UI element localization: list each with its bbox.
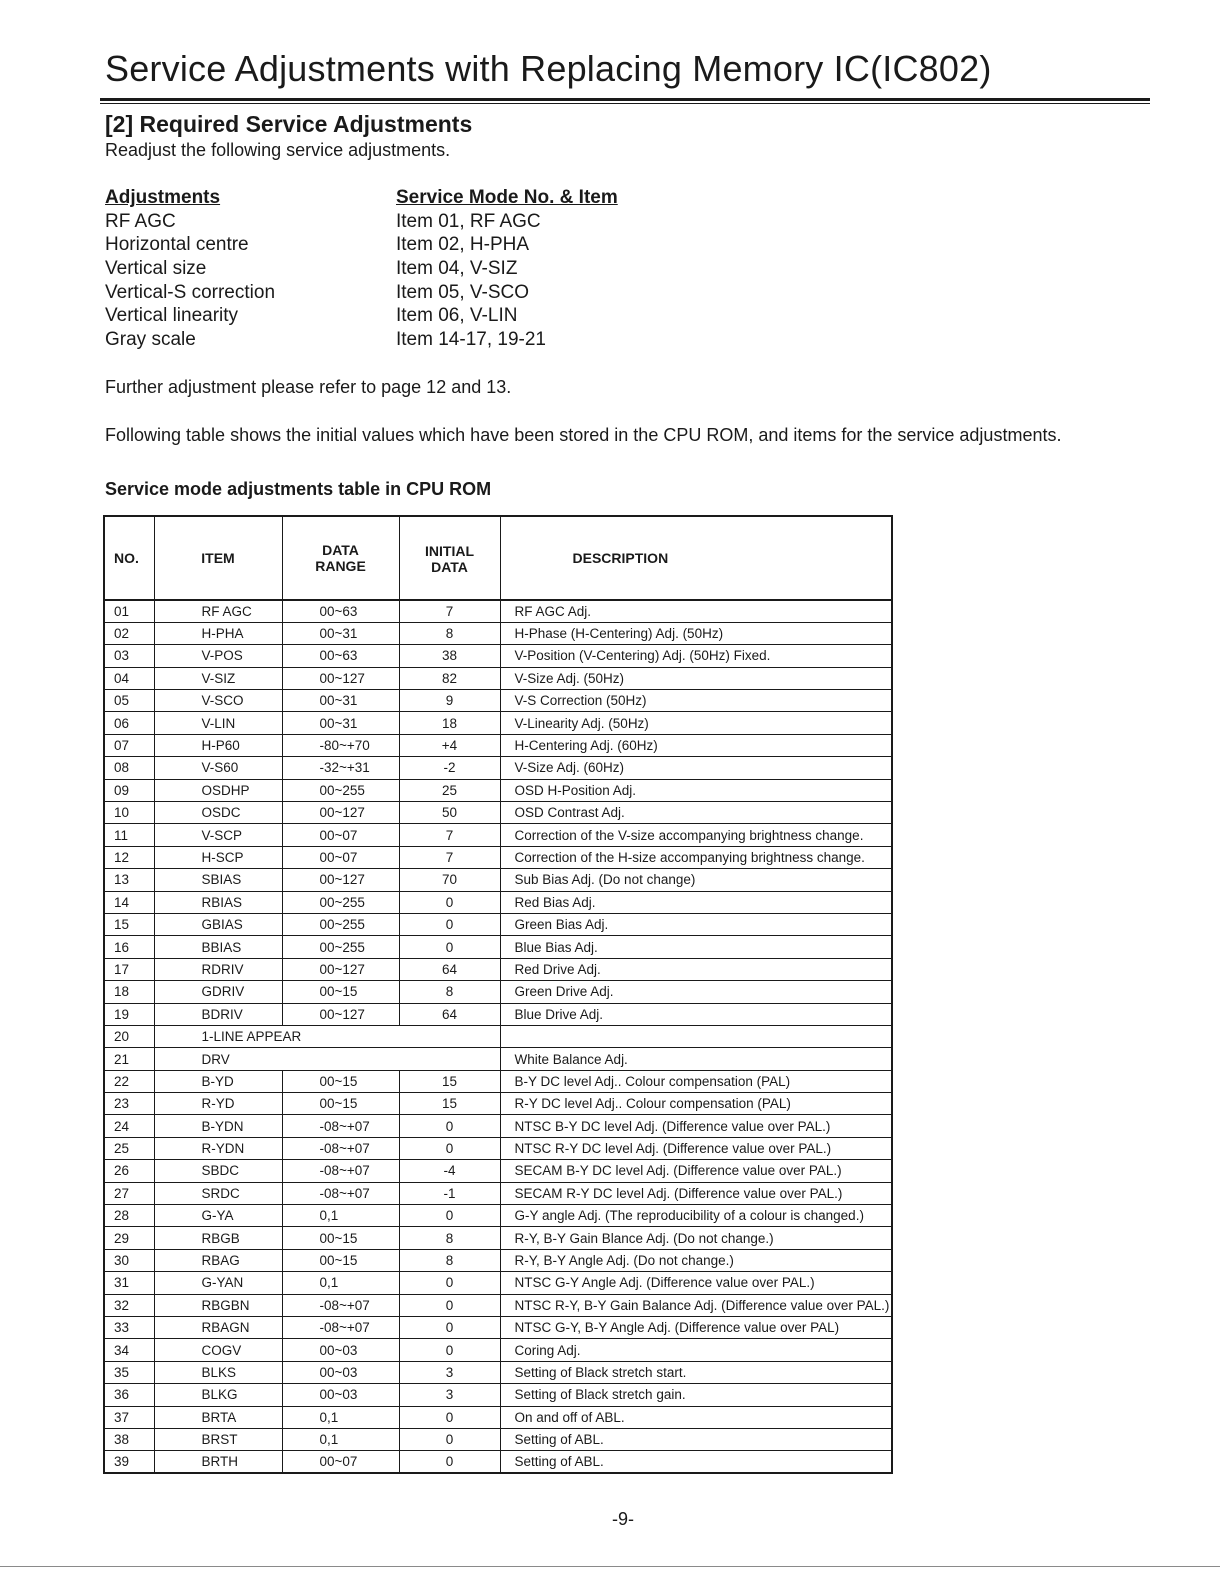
cell-no: 31 — [104, 1272, 154, 1294]
cell-data-range: 00~07 — [282, 1451, 399, 1473]
table-row — [104, 1003, 892, 1025]
header-description: DESCRIPTION — [500, 516, 892, 600]
cell-data-range: 00~255 — [282, 913, 399, 935]
cell-no: 28 — [104, 1205, 154, 1227]
cell-initial-data: 7 — [399, 600, 500, 622]
header-range-line2: RANGE — [315, 558, 366, 574]
cell-item: V-S60 — [154, 757, 282, 779]
cell-data-range: -08~+07 — [282, 1160, 399, 1182]
cell-description: Red Drive Adj. — [500, 958, 892, 980]
table-row — [104, 1115, 892, 1137]
cell-item: GDRIV — [154, 981, 282, 1003]
adjustment-service-item: Item 04, V-SIZ — [396, 258, 518, 280]
cell-item: R-YD — [154, 1093, 282, 1115]
cell-item: RBAGN — [154, 1317, 282, 1339]
adjustment-name: Vertical size — [105, 258, 207, 280]
cell-item: B-YD — [154, 1070, 282, 1092]
cell-data-range: 0,1 — [282, 1428, 399, 1450]
cell-data-range: 00~127 — [282, 667, 399, 689]
cell-initial-data: 7 — [399, 824, 500, 846]
cell-no: 30 — [104, 1249, 154, 1271]
table-row — [104, 690, 892, 712]
table-row — [104, 1317, 892, 1339]
cell-initial-data: 8 — [399, 622, 500, 644]
cell-initial-data: 0 — [399, 1339, 500, 1361]
cell-no: 24 — [104, 1115, 154, 1137]
cell-item: V-LIN — [154, 712, 282, 734]
cell-data-range: 00~31 — [282, 622, 399, 644]
cell-initial-data: 50 — [399, 802, 500, 824]
cell-data-range: 00~255 — [282, 891, 399, 913]
table-row — [104, 1428, 892, 1450]
cell-item: H-P60 — [154, 734, 282, 756]
table-row — [104, 1025, 892, 1047]
table-row — [104, 824, 892, 846]
cell-item: V-SCP — [154, 824, 282, 846]
page-number: -9- — [612, 1509, 634, 1529]
cell-no: 34 — [104, 1339, 154, 1361]
table-row — [104, 1272, 892, 1294]
adjustment-service-item: Item 06, V-LIN — [396, 305, 518, 327]
cell-no: 20 — [104, 1025, 154, 1047]
cell-data-range: 00~15 — [282, 1227, 399, 1249]
cell-initial-data: 0 — [399, 1451, 500, 1473]
cell-initial-data: 7 — [399, 846, 500, 868]
cell-no: 01 — [104, 600, 154, 622]
header-data-range — [282, 516, 399, 600]
cell-data-range: 00~07 — [282, 846, 399, 868]
cell-item: GBIAS — [154, 913, 282, 935]
cell-description: Setting of Black stretch gain. — [500, 1384, 892, 1406]
cell-no: 33 — [104, 1317, 154, 1339]
cell-data-range: 00~127 — [282, 958, 399, 980]
cell-data-range: 0,1 — [282, 1406, 399, 1428]
header-no: NO. — [104, 516, 154, 600]
header-initial-line2: DATA — [431, 559, 468, 575]
cell-initial-data: 15 — [399, 1093, 500, 1115]
cell-no: 06 — [104, 712, 154, 734]
cell-item: BRST — [154, 1428, 282, 1450]
cell-item: OSDHP — [154, 779, 282, 801]
adjustments-header-row — [105, 186, 725, 210]
cell-no: 23 — [104, 1093, 154, 1115]
cell-data-range: 00~31 — [282, 690, 399, 712]
cell-description: H-Phase (H-Centering) Adj. (50Hz) — [500, 622, 892, 644]
cell-description: Blue Drive Adj. — [500, 1003, 892, 1025]
adjustment-row — [105, 257, 725, 281]
table-row — [104, 1205, 892, 1227]
cell-description: V-Size Adj. (60Hz) — [500, 757, 892, 779]
cell-description: G-Y angle Adj. (The reproducibility of a colour is changed.) — [500, 1205, 892, 1227]
cell-data-range: 00~03 — [282, 1361, 399, 1383]
table-caption: Service mode adjustments table in CPU ROM — [105, 479, 492, 499]
cell-no: 16 — [104, 936, 154, 958]
cell-no: 36 — [104, 1384, 154, 1406]
cell-data-range: 00~15 — [282, 1093, 399, 1115]
table-row — [104, 1227, 892, 1249]
cell-description: R-Y, B-Y Angle Adj. (Do not change.) — [500, 1249, 892, 1271]
cell-description: Green Bias Adj. — [500, 913, 892, 935]
table-row — [104, 891, 892, 913]
cell-data-range: 00~15 — [282, 1070, 399, 1092]
cell-initial-data: -2 — [399, 757, 500, 779]
cell-description: Blue Bias Adj. — [500, 936, 892, 958]
cell-initial-data: 0 — [399, 1272, 500, 1294]
table-row — [104, 869, 892, 891]
adjustment-service-item: Item 02, H-PHA — [396, 234, 530, 256]
cell-item: V-SIZ — [154, 667, 282, 689]
cell-data-range: -32~+31 — [282, 757, 399, 779]
cell-initial-data: 3 — [399, 1361, 500, 1383]
adjustment-name: Vertical linearity — [105, 305, 239, 327]
cell-no: 29 — [104, 1227, 154, 1249]
cell-initial-data: -4 — [399, 1160, 500, 1182]
cell-initial-data: 0 — [399, 1428, 500, 1450]
cell-initial-data: 0 — [399, 1115, 500, 1137]
cell-item: G-YA — [154, 1205, 282, 1227]
cell-item: B-YDN — [154, 1115, 282, 1137]
cell-description: SECAM R-Y DC level Adj. (Difference value over PAL.) — [500, 1182, 892, 1204]
header-initial-line1: INITIAL — [425, 543, 474, 559]
further-note: Further adjustment please refer to page 12 and 13. — [105, 377, 512, 397]
table-row — [104, 936, 892, 958]
cell-no: 35 — [104, 1361, 154, 1383]
cell-description: RF AGC Adj. — [500, 600, 892, 622]
cell-initial-data: 0 — [399, 1317, 500, 1339]
cell-initial-data: 82 — [399, 667, 500, 689]
cell-item: RF AGC — [154, 600, 282, 622]
service-mode-table — [103, 515, 893, 1474]
adjustment-row — [105, 328, 725, 352]
cell-item: RBAG — [154, 1249, 282, 1271]
adjustment-name: RF AGC — [105, 210, 176, 232]
cell-no: 03 — [104, 645, 154, 667]
bottom-rule — [0, 1566, 1220, 1567]
table-row — [104, 1070, 892, 1092]
cell-no: 37 — [104, 1406, 154, 1428]
table-row — [104, 1137, 892, 1159]
cell-initial-data: 8 — [399, 1249, 500, 1271]
cell-data-range: -80~+70 — [282, 734, 399, 756]
cell-data-range: 00~15 — [282, 981, 399, 1003]
table-row — [104, 958, 892, 980]
table-row — [104, 712, 892, 734]
cell-data-range: 00~63 — [282, 600, 399, 622]
cell-initial-data: 64 — [399, 1003, 500, 1025]
adjustments-list — [105, 186, 725, 352]
adjustment-row — [105, 233, 725, 257]
cell-description: Correction of the V-size accompanying brightness change. — [500, 824, 892, 846]
cell-no: 09 — [104, 779, 154, 801]
table-row — [104, 1093, 892, 1115]
cell-no: 32 — [104, 1294, 154, 1316]
cell-no: 18 — [104, 981, 154, 1003]
cell-initial-data: 8 — [399, 981, 500, 1003]
cell-description: B-Y DC level Adj.. Colour compensation (PAL) — [500, 1070, 892, 1092]
cell-description: V-Linearity Adj. (50Hz) — [500, 712, 892, 734]
cell-initial-data: 70 — [399, 869, 500, 891]
cell-data-range: 00~127 — [282, 802, 399, 824]
following-note: Following table shows the initial values which have been stored in the CPU ROM, and items for the service adjustments. — [105, 425, 1062, 445]
table-row — [104, 802, 892, 824]
cell-initial-data: 9 — [399, 690, 500, 712]
cell-no: 21 — [104, 1048, 154, 1070]
adjustment-row — [105, 281, 725, 305]
table-row — [104, 1451, 892, 1473]
cell-description: White Balance Adj. — [500, 1048, 892, 1070]
cell-initial-data: 0 — [399, 1294, 500, 1316]
title-rule — [100, 98, 1150, 101]
table-row — [104, 734, 892, 756]
intro-text: Readjust the following service adjustments. — [105, 140, 451, 160]
adjustment-row — [105, 210, 725, 234]
cell-item: RBGB — [154, 1227, 282, 1249]
adjustment-name: Horizontal centre — [105, 234, 249, 256]
cell-no: 14 — [104, 891, 154, 913]
cell-description: NTSC B-Y DC level Adj. (Difference value over PAL.) — [500, 1115, 892, 1137]
cell-item: BLKS — [154, 1361, 282, 1383]
adjustment-service-item: Item 05, V-SCO — [396, 281, 530, 303]
table-row — [104, 1294, 892, 1316]
table-row — [104, 1361, 892, 1383]
table-row — [104, 645, 892, 667]
table-row — [104, 600, 892, 622]
cell-initial-data: 8 — [399, 1227, 500, 1249]
cell-description: R-Y DC level Adj.. Colour compensation (PAL) — [500, 1093, 892, 1115]
table-row — [104, 757, 892, 779]
cell-no: 17 — [104, 958, 154, 980]
cell-initial-data: 0 — [399, 1137, 500, 1159]
cell-data-range: 0,1 — [282, 1272, 399, 1294]
cell-description: NTSC G-Y, B-Y Angle Adj. (Difference value over PAL) — [500, 1317, 892, 1339]
cell-data-range: 00~63 — [282, 645, 399, 667]
cell-no: 04 — [104, 667, 154, 689]
cell-description: Sub Bias Adj. (Do not change) — [500, 869, 892, 891]
cell-data-range: 00~255 — [282, 936, 399, 958]
cell-description: Setting of ABL. — [500, 1451, 892, 1473]
section-heading: [2] Required Service Adjustments — [105, 111, 473, 137]
cell-item: H-SCP — [154, 846, 282, 868]
table-row — [104, 1048, 892, 1070]
cell-description: Correction of the H-size accompanying brightness change. — [500, 846, 892, 868]
cell-data-range: 00~07 — [282, 824, 399, 846]
cell-description: R-Y, B-Y Gain Blance Adj. (Do not change.) — [500, 1227, 892, 1249]
cell-initial-data: +4 — [399, 734, 500, 756]
cell-initial-data: 0 — [399, 1205, 500, 1227]
cell-no: 13 — [104, 869, 154, 891]
cell-no: 08 — [104, 757, 154, 779]
cell-initial-data: 64 — [399, 958, 500, 980]
cell-data-range: -08~+07 — [282, 1137, 399, 1159]
cell-initial-data: 18 — [399, 712, 500, 734]
cell-no: 22 — [104, 1070, 154, 1092]
table-header-row — [104, 516, 892, 600]
cell-initial-data: 0 — [399, 936, 500, 958]
table-row — [104, 779, 892, 801]
cell-description: OSD H-Position Adj. — [500, 779, 892, 801]
table-row — [104, 1182, 892, 1204]
cell-data-range: -08~+07 — [282, 1294, 399, 1316]
cell-initial-data: 25 — [399, 779, 500, 801]
cell-data-range: -08~+07 — [282, 1182, 399, 1204]
cell-no: 27 — [104, 1182, 154, 1204]
cell-description: On and off of ABL. — [500, 1406, 892, 1428]
cell-description: SECAM B-Y DC level Adj. (Difference value over PAL.) — [500, 1160, 892, 1182]
cell-no: 25 — [104, 1137, 154, 1159]
cell-description: Red Bias Adj. — [500, 891, 892, 913]
cell-item: OSDC — [154, 802, 282, 824]
cell-no: 12 — [104, 846, 154, 868]
adjustment-name: Gray scale — [105, 329, 196, 351]
table-row — [104, 1384, 892, 1406]
cell-item: SBDC — [154, 1160, 282, 1182]
cell-initial-data: 0 — [399, 891, 500, 913]
cell-data-range: 00~255 — [282, 779, 399, 801]
cell-item: BBIAS — [154, 936, 282, 958]
table-row — [104, 1339, 892, 1361]
cell-item: G-YAN — [154, 1272, 282, 1294]
table-row — [104, 1406, 892, 1428]
cell-item: SRDC — [154, 1182, 282, 1204]
cell-description: NTSC R-Y, B-Y Gain Balance Adj. (Difference value over PAL.) — [500, 1294, 892, 1316]
cell-item: BRTH — [154, 1451, 282, 1473]
adjustments-header: Adjustments — [105, 187, 221, 208]
cell-data-range: 00~31 — [282, 712, 399, 734]
service-mode-header: Service Mode No. & Item — [396, 187, 618, 208]
cell-description: NTSC G-Y Angle Adj. (Difference value over PAL.) — [500, 1272, 892, 1294]
table-row — [104, 981, 892, 1003]
adjustment-service-item: Item 01, RF AGC — [396, 210, 541, 232]
cell-item: 1-LINE APPEAR — [154, 1025, 500, 1047]
cell-description: NTSC R-Y DC level Adj. (Difference value over PAL.) — [500, 1137, 892, 1159]
cell-data-range: 0,1 — [282, 1205, 399, 1227]
cell-description: Coring Adj. — [500, 1339, 892, 1361]
cell-data-range: 00~03 — [282, 1339, 399, 1361]
cell-item: RBGBN — [154, 1294, 282, 1316]
cell-description — [500, 1025, 892, 1047]
cell-data-range: -08~+07 — [282, 1317, 399, 1339]
header-range-line1: DATA — [322, 542, 359, 558]
page-title: Service Adjustments with Replacing Memory IC(IC802) — [105, 48, 992, 89]
table-row — [104, 846, 892, 868]
cell-item: COGV — [154, 1339, 282, 1361]
cell-no: 07 — [104, 734, 154, 756]
cell-no: 19 — [104, 1003, 154, 1025]
cell-item: RDRIV — [154, 958, 282, 980]
cell-description: Setting of ABL. — [500, 1428, 892, 1450]
table-row — [104, 913, 892, 935]
cell-no: 11 — [104, 824, 154, 846]
cell-no: 05 — [104, 690, 154, 712]
cell-initial-data: 0 — [399, 1406, 500, 1428]
cell-item: RBIAS — [154, 891, 282, 913]
cell-item: DRV — [154, 1048, 500, 1070]
header-item: ITEM — [154, 516, 282, 600]
cell-description: Green Drive Adj. — [500, 981, 892, 1003]
table-row — [104, 667, 892, 689]
cell-description: V-Position (V-Centering) Adj. (50Hz) Fixed. — [500, 645, 892, 667]
cell-item: V-POS — [154, 645, 282, 667]
cell-item: R-YDN — [154, 1137, 282, 1159]
cell-item: BDRIV — [154, 1003, 282, 1025]
cell-item: BRTA — [154, 1406, 282, 1428]
cell-data-range: 00~127 — [282, 869, 399, 891]
cell-item: BLKG — [154, 1384, 282, 1406]
cell-item: V-SCO — [154, 690, 282, 712]
cell-initial-data: -1 — [399, 1182, 500, 1204]
cell-description: V-Size Adj. (50Hz) — [500, 667, 892, 689]
cell-initial-data: 38 — [399, 645, 500, 667]
cell-initial-data: 0 — [399, 913, 500, 935]
cell-data-range: 00~15 — [282, 1249, 399, 1271]
cell-data-range: 00~03 — [282, 1384, 399, 1406]
cell-item: H-PHA — [154, 622, 282, 644]
cell-item: SBIAS — [154, 869, 282, 891]
cell-description: Setting of Black stretch start. — [500, 1361, 892, 1383]
cell-no: 10 — [104, 802, 154, 824]
table-row — [104, 622, 892, 644]
cell-no: 39 — [104, 1451, 154, 1473]
adjustment-service-item: Item 14-17, 19-21 — [396, 329, 546, 351]
cell-no: 38 — [104, 1428, 154, 1450]
cell-description: V-S Correction (50Hz) — [500, 690, 892, 712]
title-rule-thin — [100, 103, 1150, 104]
cell-no: 15 — [104, 913, 154, 935]
adjustment-row — [105, 304, 725, 328]
table-row — [104, 1160, 892, 1182]
cell-initial-data: 3 — [399, 1384, 500, 1406]
cell-no: 26 — [104, 1160, 154, 1182]
adjustment-name: Vertical-S correction — [105, 281, 276, 303]
cell-description: OSD Contrast Adj. — [500, 802, 892, 824]
table-row — [104, 1249, 892, 1271]
cell-description: H-Centering Adj. (60Hz) — [500, 734, 892, 756]
cell-initial-data: 15 — [399, 1070, 500, 1092]
cell-data-range: 00~127 — [282, 1003, 399, 1025]
header-initial-data — [399, 516, 500, 600]
cell-data-range: -08~+07 — [282, 1115, 399, 1137]
cell-no: 02 — [104, 622, 154, 644]
